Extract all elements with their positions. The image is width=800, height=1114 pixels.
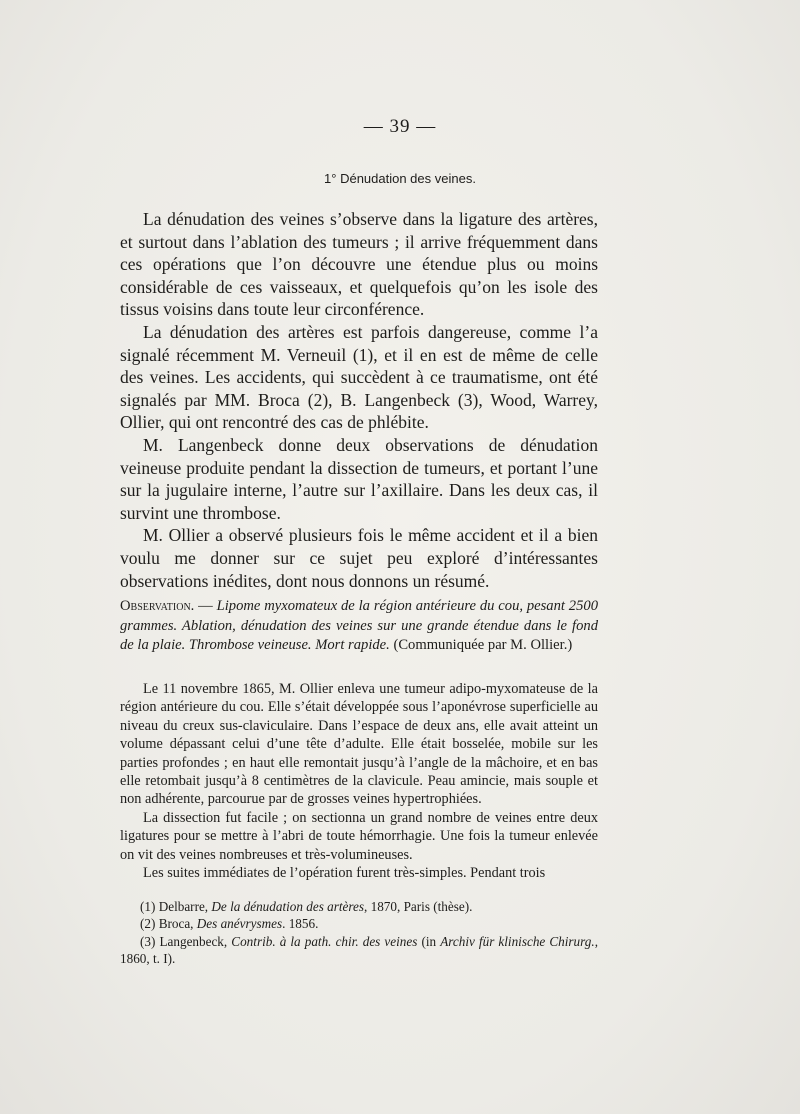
case-paragraph: Le 11 novembre 1865, M. Ollier enleva une tumeur adipo-myxomateuse de la région antérieure du cou. Elle s’était développée sous l’aponévrose superficielle au niveau du creux sus-claviculaire. Dans l’espace de deux ans, elle avait atteint un volume dépassant celui d’une tête d’adulte. Elle était bosselée, mobile sur les parties profondes ; en haut elle remontait jusqu’à l’angle de la mâchoire, et en bas elle retombait jusqu’à 8 centimètres de la clavicule. Peau amincie, mais souple et non adhérente, parcourue par de grosses veines hypertrophiées.: [120, 681, 598, 808]
footnote-title: Des anévrysmes: [196, 916, 283, 932]
observation-dash: —: [194, 598, 217, 614]
page-number: — 39 —: [363, 116, 437, 137]
observation-heading: [120, 597, 598, 656]
observation-credit: (Communiquée par M. Ollier.): [389, 637, 573, 653]
footnote-number: (1): [140, 899, 159, 914]
footnote-author: Delbarre,: [158, 899, 212, 914]
observation-label: Observation.: [120, 598, 195, 614]
footnote-author: Broca,: [158, 916, 197, 932]
paragraph: M. Ollier a observé plusieurs fois le même accident et il a bien voulu me donner sur ce sujet peu exploré d’intéressantes observations inédites, dont nous donnons un résumé.: [120, 525, 598, 591]
footnote-details: (in: [417, 933, 441, 949]
paragraph: M. Langenbeck donne deux observations de dénudation veineuse produite pendant la dissection de tumeurs, et portant l’une sur la jugulaire interne, l’autre sur l’axillaire. Dans les deux cas, il survint une thrombose.: [120, 434, 598, 523]
footnote-author: Langenbeck,: [159, 933, 232, 949]
footnote-title: Contrib. à la path. chir. des veines: [231, 933, 418, 949]
footnote: [120, 915, 598, 932]
paragraph: La dénudation des veines s’observe dans la ligature des artères, et surtout dans l’ablation des tumeurs ; il arrive fréquemment dans ces opérations que l’on découvre une étendue plus ou moins considérable de ces vaisseaux, et quelquefois qu’on les isole des tissus voisins dans toute leur circonférence.: [120, 209, 598, 320]
footnote-journal: Archiv für klinische Chirurg.: [440, 933, 595, 949]
observation-title: Lipome myxomateux de la région antérieure du cou, pesant 2500 grammes. Ablation, dénudation des veines sur une grande étendue dans le fond de la plaie. Thrombose veineuse. Mort rapide.: [120, 598, 598, 653]
case-paragraph: Les suites immédiates de l’opération furent très-simples. Pendant trois: [143, 865, 546, 882]
footnotes: [120, 898, 598, 968]
main-text: [120, 208, 598, 592]
paragraph: La dénudation des artères est parfois dangereuse, comme l’a signalé récemment M. Verneuil (1), et il en est de même de celle des veines. Les accidents, qui succèdent à ce traumatisme, ont été signalés par MM. Broca (2), B. Langenbeck (3), Wood, Warrey, Ollier, qui ont rencontré des cas de phlébite.: [120, 321, 598, 433]
footnote-details: , 1860, t. I).: [120, 933, 598, 967]
footnote-title: De la dénudation des artères: [211, 899, 365, 914]
footnote: [120, 933, 598, 968]
footnote-details: , 1870, Paris (thèse).: [364, 899, 473, 914]
footnote-details: . 1856.: [282, 916, 319, 932]
footnote: [120, 898, 598, 915]
case-report: [120, 680, 598, 882]
footnote-number: (3): [140, 933, 160, 949]
footnote-number: (2): [140, 916, 159, 932]
case-paragraph: La dissection fut facile ; on sectionna un grand nombre de veines entre deux ligatures pour se mettre à l’abri de toute hémorrhagie. Une fois la tumeur enlevée on vit des veines nombreuses et très-volumineuses.: [120, 809, 598, 863]
section-title: 1° Dénudation des veines.: [324, 171, 476, 186]
